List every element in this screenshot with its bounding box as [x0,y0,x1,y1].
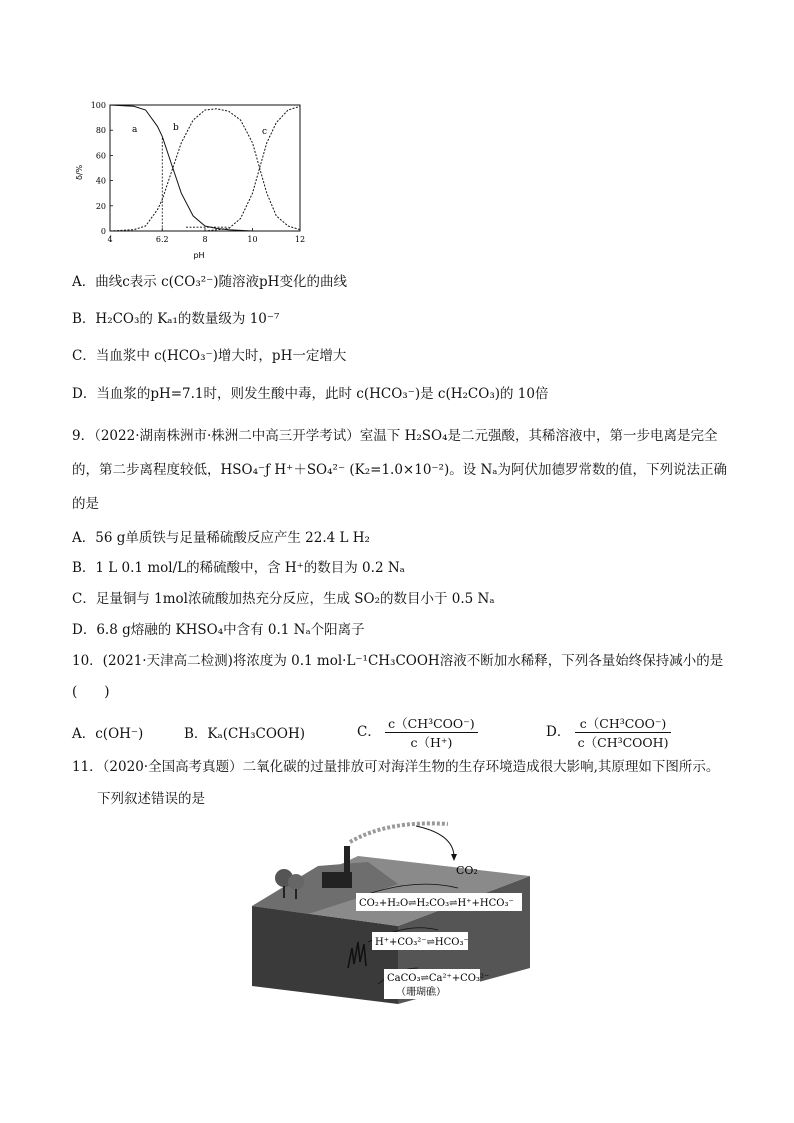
fraction-numerator: c（CH³COO⁻) [385,714,478,733]
y-tick-label: 40 [95,176,106,186]
q10-stem-line1: 10．(2021·天津高二检测)将浓度为 0.1 mol·L⁻¹CH₃COOH溶液不断加水稀释，下列各量始终保持减小的是 [72,653,724,669]
fraction-denominator: c（H⁺) [410,735,453,750]
series-a-label: a [132,125,138,135]
x-tick-label: 12 [294,235,306,244]
plot-frame [110,105,300,231]
series-a-line [110,105,300,231]
q10-option-d-label: D． [546,724,571,740]
y-tick-label: 60 [95,151,106,161]
q8-option-a[interactable]: A．曲线c表示 c(CO₃²⁻)随溶液pH变化的曲线 [72,274,347,290]
q10-stem-line2: ( ) [72,684,110,700]
q10-option-b[interactable]: B．Kₐ(CH₃COOH) [184,726,305,742]
q10-option-a[interactable]: A．c(OH⁻) [72,726,144,742]
x-tick-label: 6.2 [155,235,169,244]
q9-option-a[interactable]: A．56 g单质铁与足量稀硫酸反应产生 22.4 L H₂ [72,530,370,546]
q9-stem-line3: 的是 [72,496,99,512]
eq2-text: H⁺+CO₃²⁻⇌HCO₃⁻ [375,937,469,948]
q11-stem-line2: 下列叙述错误的是 [97,791,205,807]
series-c-line [110,106,300,231]
eq3-text: CaCO₃⇌Ca²⁺+CO₃²⁻ [387,973,490,984]
y-tick-label: 80 [95,126,106,136]
ph-distribution-chart [76,96,316,264]
tree-trunk-2 [295,889,297,899]
q9-option-d[interactable]: D．6.8 g熔融的 KHSO₄中含有 0.1 Nₐ个阳离子 [72,622,365,638]
co2-arrow [416,826,454,856]
q11-stem-line1: 11．（2020·全国高考真题）二氧化碳的过量排放可对海洋生物的生存环境造成很大影响,其原理如下图所示。 [72,759,720,775]
x-tick-label: 4 [107,235,113,244]
series-c-label: c [262,127,268,137]
q10-option-d-fraction [575,714,672,751]
q9-stem-line1: 9．（2022·湖南株洲市·株洲二中高三开学考试）室温下 H₂SO₄是二元强酸，其稀溶液中，第一步电离是完全 [72,428,718,444]
y-axis-label: δ/% [75,164,84,180]
x-tick-label: 8 [202,235,208,244]
y-tick-label: 0 [100,227,106,236]
co2-label: CO₂ [456,864,478,877]
eq1-text: CO₂+H₂O⇌H₂CO₃⇌H⁺+HCO₃⁻ [359,898,514,909]
fraction-numerator: c（CH³COO⁻) [575,714,672,733]
ocean-co2-illustration [248,818,548,1006]
smoke-plume [350,823,448,842]
q10-option-c[interactable] [357,714,478,751]
q8-option-d[interactable]: D．当血浆的pH=7.1时，则发生酸中毒，此时 c(HCO₃⁻)是 c(H₂CO₃)的 10倍 [72,386,549,402]
y-tick-label: 20 [95,201,106,211]
coral-reef-label: （珊瑚礁） [396,987,446,998]
fraction-denominator: c（CH³COOH) [577,735,669,750]
q10-option-c-fraction [385,714,478,751]
q8-option-c[interactable]: C．当血浆中 c(HCO₃⁻)增大时，pH一定增大 [72,348,347,364]
q9-option-c[interactable]: C．足量铜与 1mol浓硫酸加热充分反应，生成 SO₂的数目小于 0.5 Nₐ [72,591,495,607]
co2-arrow-head [451,854,457,861]
q10-option-d[interactable] [546,714,671,751]
q10-options [72,714,712,754]
factory [322,872,352,888]
series-b-line [110,109,300,231]
x-axis-label: pH [193,251,205,260]
y-tick-label: 100 [90,101,106,110]
tree-trunk-1 [283,886,285,898]
q9-option-b[interactable]: B．1 L 0.1 mol/L的稀硫酸中，含 H⁺的数目为 0.2 Nₐ [72,560,405,576]
q9-stem-line2: 的，第二步离程度较低，HSO₄⁻ƒ H⁺＋SO₄²⁻ (K₂=1.0×10⁻²)。设 Nₐ为阿伏加德罗常数的值，下列说法正确 [72,462,728,478]
q8-option-b[interactable]: B．H₂CO₃的 Kₐ₁的数量级为 10⁻⁷ [72,311,280,327]
q10-option-c-label: C． [357,724,381,740]
tree-2 [288,874,304,890]
series-b-label: b [173,123,179,133]
chimney [344,846,350,874]
x-tick-label: 10 [247,235,258,244]
